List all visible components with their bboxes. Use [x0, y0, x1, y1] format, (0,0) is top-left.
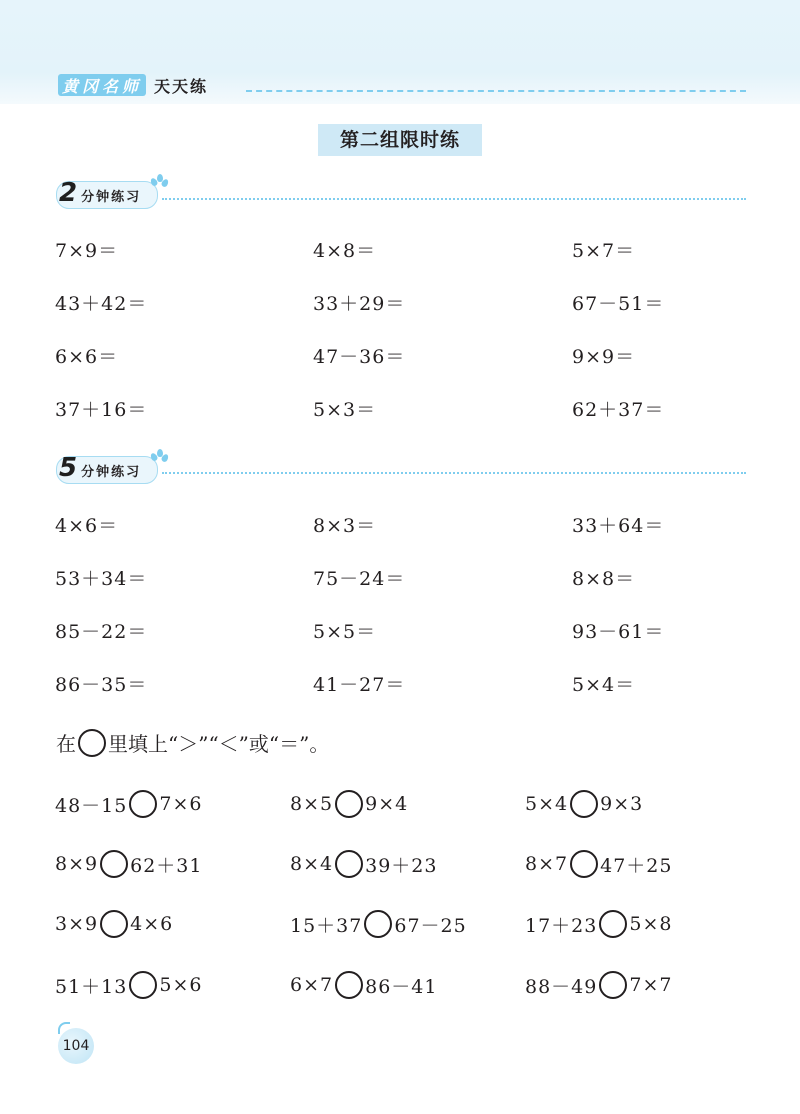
equation-item: 5×5＝ [313, 621, 377, 643]
brand-name: 黄冈名师 [62, 76, 143, 96]
answer-circle[interactable] [599, 971, 627, 999]
compare-right: 67－25 [394, 914, 467, 937]
compare-right: 86－41 [365, 975, 438, 998]
compare-item [525, 971, 672, 999]
page-number [58, 1028, 94, 1064]
equation-item: 41－27＝ [313, 674, 406, 696]
section-number: 5 [59, 453, 78, 483]
section-number: 2 [59, 178, 78, 208]
equation-item: 33＋64＝ [572, 515, 665, 537]
compare-right: 4×6 [130, 913, 174, 935]
section-label: 分钟练习 [81, 189, 142, 205]
equation-item: 86－35＝ [55, 674, 148, 696]
equation-item: 4×6＝ [55, 515, 119, 537]
equation-item: 6×6＝ [55, 346, 119, 368]
compare-item [525, 790, 643, 818]
equation-item: 37＋16＝ [55, 399, 148, 421]
compare-right: 62＋31 [130, 854, 203, 877]
equation-item: 9×9＝ [572, 346, 636, 368]
compare-left: 88－49 [525, 975, 598, 998]
compare-left: 3×9 [55, 913, 99, 935]
compare-right: 47＋25 [600, 854, 673, 877]
compare-left: 17＋23 [525, 914, 598, 937]
equation-item: 8×8＝ [572, 568, 636, 590]
equation-item: 47－36＝ [313, 346, 406, 368]
equation-item: 8×3＝ [313, 515, 377, 537]
compare-item [290, 910, 467, 938]
compare-right: 5×8 [629, 913, 673, 935]
section-divider [162, 198, 746, 200]
equation-item: 85－22＝ [55, 621, 148, 643]
water-drops-icon [151, 449, 167, 463]
compare-left: 8×7 [525, 853, 569, 875]
circle-icon [78, 729, 106, 757]
section-pill [56, 453, 158, 484]
compare-item [55, 790, 202, 818]
compare-right: 9×4 [365, 793, 409, 815]
compare-instruction [56, 728, 329, 757]
series-name: 天天练 [154, 76, 209, 96]
compare-left: 48－15 [55, 794, 128, 817]
compare-item [55, 971, 202, 999]
compare-item [290, 971, 437, 999]
equation-item: 93－61＝ [572, 621, 665, 643]
answer-circle[interactable] [335, 790, 363, 818]
equation-item: 7×9＝ [55, 240, 119, 262]
compare-right: 9×3 [600, 793, 644, 815]
section-divider [162, 472, 746, 474]
compare-item [525, 910, 672, 938]
section-label: 分钟练习 [81, 464, 142, 480]
answer-circle[interactable] [129, 971, 157, 999]
compare-left: 15＋37 [290, 914, 363, 937]
compare-right: 39＋23 [365, 854, 438, 877]
answer-circle[interactable] [129, 790, 157, 818]
water-drops-icon [151, 174, 167, 188]
page-number-text: 104 [62, 1038, 90, 1054]
answer-circle[interactable] [100, 910, 128, 938]
compare-item [290, 790, 408, 818]
instruction-before: 在 [56, 732, 76, 756]
equation-item: 75－24＝ [313, 568, 406, 590]
answer-circle[interactable] [570, 790, 598, 818]
compare-left: 6×7 [290, 974, 334, 996]
answer-circle[interactable] [335, 850, 363, 878]
compare-left: 8×4 [290, 853, 334, 875]
equation-item: 67－51＝ [572, 293, 665, 315]
section-pill [56, 178, 158, 209]
compare-right: 5×6 [159, 974, 203, 996]
compare-item [525, 850, 672, 878]
section-badge-5min [56, 455, 158, 485]
equation-item: 62＋37＝ [572, 399, 665, 421]
header-divider [246, 90, 746, 92]
equation-item: 5×7＝ [572, 240, 636, 262]
equation-item: 4×8＝ [313, 240, 377, 262]
instruction-after: 里填上“＞”“＜”或“＝”。 [108, 732, 330, 756]
answer-circle[interactable] [570, 850, 598, 878]
equation-item: 53＋34＝ [55, 568, 148, 590]
equation-item: 43＋42＝ [55, 293, 148, 315]
compare-left: 51＋13 [55, 975, 128, 998]
section-badge-2min [56, 180, 158, 210]
compare-left: 8×5 [290, 793, 334, 815]
answer-circle[interactable] [100, 850, 128, 878]
brand-tag [58, 74, 146, 96]
answer-circle[interactable] [335, 971, 363, 999]
compare-right: 7×7 [629, 974, 673, 996]
brand-header [58, 74, 208, 96]
equation-item: 5×4＝ [572, 674, 636, 696]
page-title: 第二组限时练 [318, 124, 482, 156]
answer-circle[interactable] [599, 910, 627, 938]
compare-item [55, 910, 173, 938]
answer-circle[interactable] [364, 910, 392, 938]
compare-item [290, 850, 437, 878]
compare-left: 5×4 [525, 793, 569, 815]
equation-item: 33＋29＝ [313, 293, 406, 315]
compare-left: 8×9 [55, 853, 99, 875]
equation-item: 5×3＝ [313, 399, 377, 421]
compare-item [55, 850, 202, 878]
compare-right: 7×6 [159, 793, 203, 815]
sprig-icon [58, 1022, 70, 1034]
